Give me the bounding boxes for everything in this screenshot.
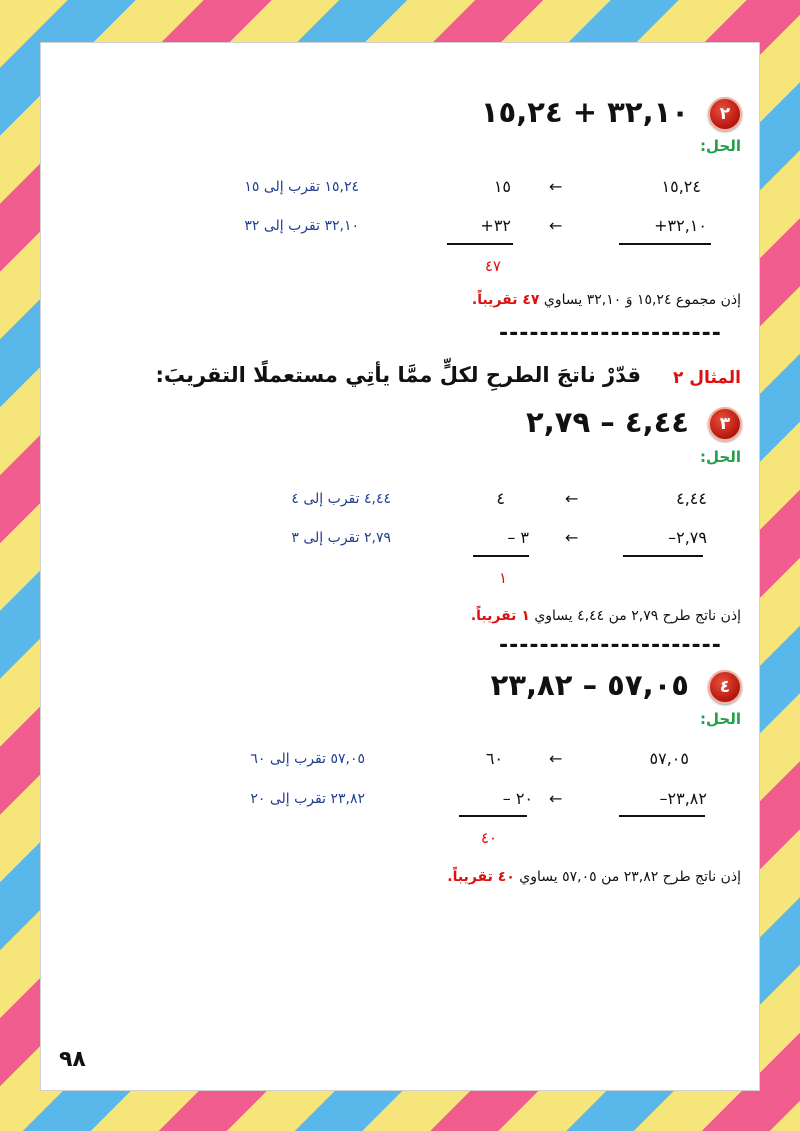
divider: ----------------------	[499, 321, 722, 346]
problem-3-expression: ٤,٤٤ – ٢,٧٩	[526, 405, 689, 439]
problem-4-expression: ٥٧,٠٥ – ٢٣,٨٢	[490, 668, 689, 702]
p4-note-2: ٢٣,٨٢ تقرب إلى ٢٠	[250, 791, 365, 807]
p4-conclusion-value: ٤٠ تقريباً.	[447, 869, 515, 885]
example-label: المثال ٢	[673, 368, 741, 388]
p4-original-2: ٢٣,٨٢–	[659, 789, 707, 808]
p2-rounded-1: ١٥	[493, 177, 511, 196]
page-number: ٩٨	[59, 1047, 86, 1072]
difference-line	[459, 815, 527, 817]
solution-label: الحل:	[700, 448, 741, 466]
p4-note-1: ٥٧,٠٥ تقرب إلى ٦٠	[250, 751, 365, 767]
solution-label: الحل:	[700, 710, 741, 728]
problem-2-expression: ٣٢,١٠ + ١٥,٢٤	[480, 95, 689, 129]
p2-note-1: ١٥,٢٤ تقرب إلى ١٥	[244, 179, 359, 195]
arrow-icon: ←	[549, 789, 563, 808]
arrow-icon: ←	[549, 216, 563, 235]
p3-result: ١	[498, 569, 507, 587]
solution-label: الحل:	[700, 137, 741, 155]
p2-result: ٤٧	[484, 257, 501, 275]
p4-conclusion: إذن ناتج طرح ٢٣,٨٢ من ٥٧,٠٥ يساوي ٤٠ تقريباً.	[447, 869, 741, 885]
p2-conclusion: إذن مجموع ١٥,٢٤ وَ ٣٢,١٠ يساوي ٤٧ تقريباً.	[471, 292, 741, 308]
p2-conclusion-value: ٤٧ تقريباً.	[471, 292, 540, 308]
divider: ----------------------	[499, 633, 722, 658]
problem-4-badge: ٤	[708, 670, 742, 704]
arrow-icon: ←	[549, 749, 563, 768]
p3-original-1: ٤,٤٤	[676, 489, 707, 508]
p3-conclusion: إذن ناتج طرح ٢,٧٩ من ٤,٤٤ يساوي ١ تقريباً.	[470, 608, 741, 624]
p2-original-2: ٣٢,١٠+	[654, 216, 707, 235]
p4-rounded-1: ٦٠	[485, 749, 503, 768]
p3-note-1: ٤,٤٤ تقرب إلى ٤	[291, 491, 391, 507]
difference-line	[473, 555, 529, 557]
p3-rounded-1: ٤	[496, 489, 505, 508]
p3-conclusion-value: ١ تقريباً.	[470, 608, 530, 624]
p3-original-2: ٢,٧٩–	[668, 528, 707, 547]
p4-original-1: ٥٧,٠٥	[649, 749, 689, 768]
problem-2-badge: ٢	[708, 97, 742, 131]
difference-line	[619, 815, 705, 817]
p3-rounded-2: ٣ –	[507, 528, 529, 547]
p2-rounded-2: ٣٢+	[480, 216, 511, 235]
p4-rounded-2: ٢٠ –	[502, 789, 533, 808]
p2-note-2: ٣٢,١٠ تقرب إلى ٣٢	[244, 218, 359, 234]
sum-line	[447, 243, 513, 245]
arrow-icon: ←	[565, 489, 579, 508]
arrow-icon: ←	[565, 528, 579, 547]
problem-3-badge: ٣	[708, 407, 742, 441]
arrow-icon: ←	[549, 177, 563, 196]
p3-note-2: ٢,٧٩ تقرب إلى ٣	[291, 530, 391, 546]
difference-line	[623, 555, 703, 557]
page-sheet	[40, 42, 760, 1091]
sum-line	[619, 243, 711, 245]
example-instruction: قدّرْ ناتجَ الطرحِ لكلٍّ ممَّا يأتِي مستعملًا التقريبَ:	[155, 363, 641, 387]
p4-result: ٤٠	[480, 829, 497, 847]
p2-original-1: ١٥,٢٤	[661, 177, 701, 196]
